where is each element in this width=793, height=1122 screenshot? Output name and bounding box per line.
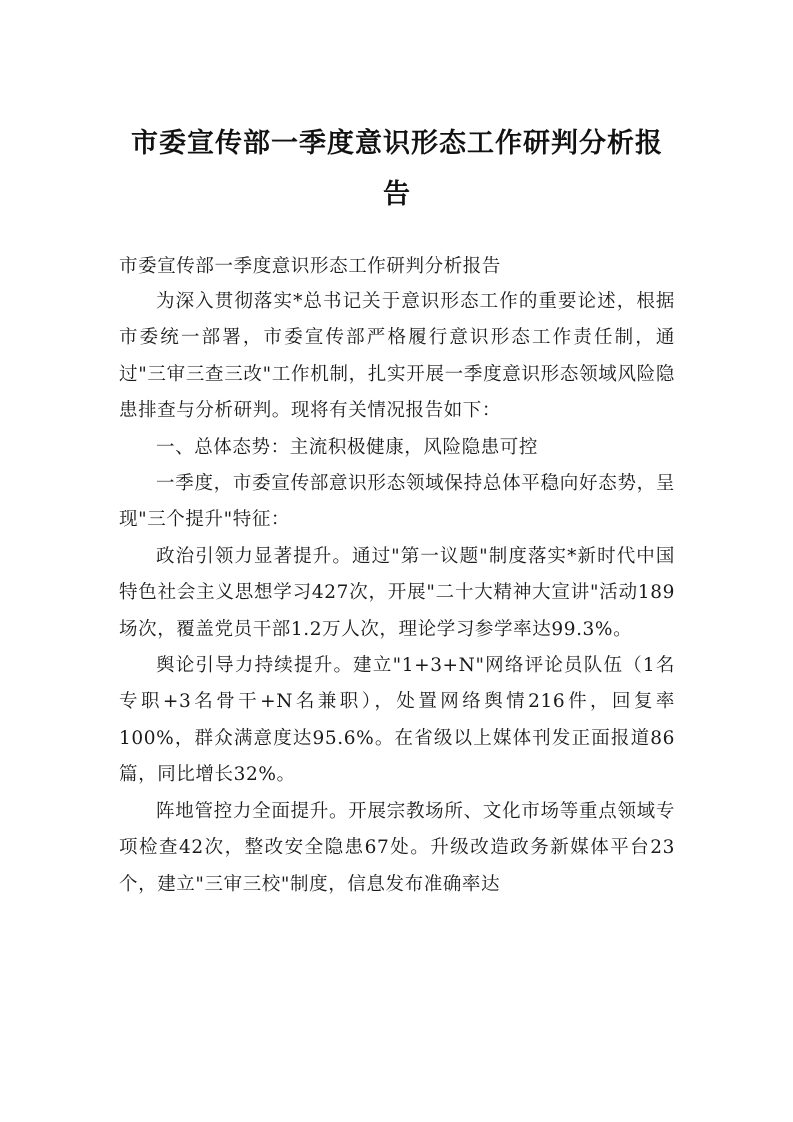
section-heading: 一、总体态势：主流积极健康，风险隐患可控 <box>156 436 539 458</box>
political-guidance-paragraph: 政治引领力显著提升。通过"第一议题"制度落实*新时代中国特色社会主义思想学习427次，开展"二十大精神大宣讲"活动189场次，覆盖党员干部1.2万人次，理论学习参学率达99.3%。 <box>119 545 675 640</box>
document-page <box>119 118 675 903</box>
position-control-paragraph: 阵地管控力全面提升。开展宗教场所、文化市场等重点领域专项检查42次，整改安全隐患67处。升级改造政务新媒体平台23个，建立"三审三校"制度，信息发布准确率达 <box>119 800 675 895</box>
document-subtitle: 市委宣传部一季度意识形态工作研判分析报告 <box>119 256 502 277</box>
document-title: 市委宣传部一季度意识形态工作研判分析报告 <box>131 128 663 210</box>
overview-paragraph: 一季度，市委宣传部意识形态领域保持总体平稳向好态势，呈现"三个提升"特征： <box>119 473 675 531</box>
public-opinion-paragraph: 舆论引导力持续提升。建立"1+3+N"网络评论员队伍（1名专职+3名骨干+N名兼职），处置网络舆情216件，回复率100%，群众满意度达95.6%。在省级以上媒体刊发正面报道86篇，同比增长32%。 <box>119 655 675 786</box>
intro-paragraph: 为深入贯彻落实*总书记关于意识形态工作的重要论述，根据市委统一部署，市委宣传部严格履行意识形态工作责任制，通过"三审三查三改"工作机制，扎实开展一季度意识形态领域风险隐患排查与分析研判。现将有关情况报告如下： <box>119 291 675 422</box>
document-body <box>119 284 675 903</box>
